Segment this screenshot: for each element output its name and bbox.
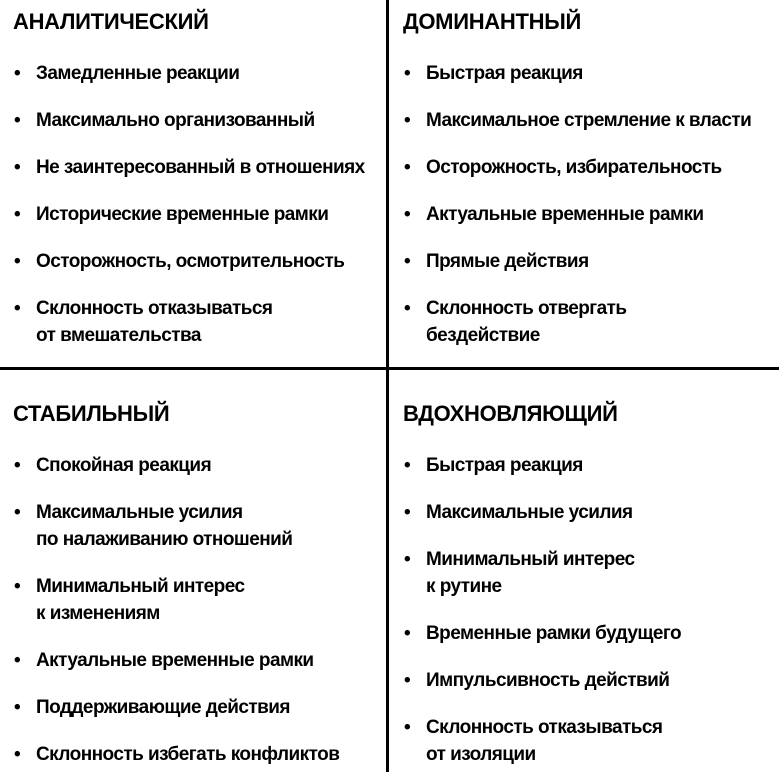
bullet-icon: • — [404, 110, 411, 131]
list-item-text: Исторические временные рамки — [36, 204, 329, 225]
list-item-text: Осторожность, осмотрительность — [36, 251, 345, 272]
list-item — [403, 499, 775, 526]
bullet-icon: • — [14, 576, 21, 597]
list-item-text: Осторожность, избирательность — [426, 157, 722, 178]
list-item — [13, 647, 380, 674]
list-item-text: Склонность отказываться от изоляции — [426, 717, 663, 765]
quadrant-dominant — [389, 0, 779, 370]
list-item — [403, 667, 775, 694]
list-item — [403, 154, 775, 181]
list-item-text: Временные рамки будущего — [426, 623, 682, 644]
list-item-text: Поддерживающие действия — [36, 697, 290, 718]
list-item — [13, 201, 380, 228]
list-item — [13, 741, 380, 768]
list-item-text: Минимальный интерес к рутине — [426, 549, 635, 597]
quadrant-dominant-title: ДОМИНАНТНЫЙ — [403, 9, 581, 34]
bullet-icon: • — [14, 63, 21, 84]
list-item — [403, 201, 775, 228]
quadrant-inspiring-title: ВДОХНОВЛЯЮЩИЙ — [403, 401, 618, 426]
list-item — [403, 295, 775, 349]
quadrant-analytical-list — [13, 60, 380, 349]
list-item-text: Минимальный интерес к изменениям — [36, 576, 245, 624]
list-item — [13, 60, 380, 87]
list-item-text: Максимальные усилия — [426, 502, 633, 523]
list-item-text: Актуальные временные рамки — [36, 650, 314, 671]
list-item-text: Не заинтересованный в отношениях — [36, 157, 365, 178]
list-item-text: Актуальные временные рамки — [426, 204, 704, 225]
bullet-icon: • — [14, 697, 21, 718]
bullet-icon: • — [14, 502, 21, 523]
list-item-text: Склонность отвергать бездействие — [426, 298, 627, 346]
list-item — [13, 295, 380, 349]
bullet-icon: • — [404, 670, 411, 691]
bullet-icon: • — [404, 298, 411, 319]
list-item — [13, 694, 380, 721]
list-item — [403, 248, 775, 275]
bullet-icon: • — [14, 110, 21, 131]
list-item — [13, 248, 380, 275]
list-item-text: Максимальное стремление к власти — [426, 110, 752, 131]
list-item-text: Максимальные усилия по налаживанию отношений — [36, 502, 293, 550]
bullet-icon: • — [404, 157, 411, 178]
bullet-icon: • — [404, 251, 411, 272]
list-item-text: Импульсивность действий — [426, 670, 670, 691]
bullet-icon: • — [14, 157, 21, 178]
list-item-text: Быстрая реакция — [426, 455, 583, 476]
bullet-icon: • — [404, 63, 411, 84]
quadrant-stable-title: СТАБИЛЬНЫЙ — [13, 401, 170, 426]
quadrant-stable — [0, 370, 389, 772]
bullet-icon: • — [404, 623, 411, 644]
list-item-text: Замедленные реакции — [36, 63, 240, 84]
quadrant-dominant-list — [403, 60, 775, 349]
list-item — [403, 452, 775, 479]
list-item — [13, 499, 380, 553]
list-item — [403, 107, 775, 134]
list-item-text: Склонность избегать конфликтов — [36, 744, 340, 765]
quadrant-analytical-title: АНАЛИТИЧЕСКИЙ — [13, 9, 209, 34]
bullet-icon: • — [404, 549, 411, 570]
bullet-icon: • — [14, 455, 21, 476]
list-item-text: Склонность отказываться от вмешательства — [36, 298, 273, 346]
list-item — [403, 546, 775, 600]
bullet-icon: • — [404, 717, 411, 738]
list-item — [403, 620, 775, 647]
list-item-text: Быстрая реакция — [426, 63, 583, 84]
bullet-icon: • — [404, 455, 411, 476]
list-item-text: Спокойная реакция — [36, 455, 212, 476]
bullet-icon: • — [14, 744, 21, 765]
bullet-icon: • — [14, 298, 21, 319]
list-item — [13, 452, 380, 479]
bullet-icon: • — [404, 502, 411, 523]
quadrant-inspiring-list — [403, 452, 775, 768]
bullet-icon: • — [14, 650, 21, 671]
list-item — [403, 60, 775, 87]
list-item — [13, 154, 380, 181]
quadrant-analytical — [0, 0, 389, 370]
list-item — [13, 107, 380, 134]
list-item — [403, 714, 775, 768]
bullet-icon: • — [14, 204, 21, 225]
list-item-text: Максимально организованный — [36, 110, 315, 131]
quadrant-stable-list — [13, 452, 380, 768]
bullet-icon: • — [404, 204, 411, 225]
quadrant-inspiring — [389, 370, 779, 772]
bullet-icon: • — [14, 251, 21, 272]
list-item — [13, 573, 380, 627]
list-item-text: Прямые действия — [426, 251, 589, 272]
